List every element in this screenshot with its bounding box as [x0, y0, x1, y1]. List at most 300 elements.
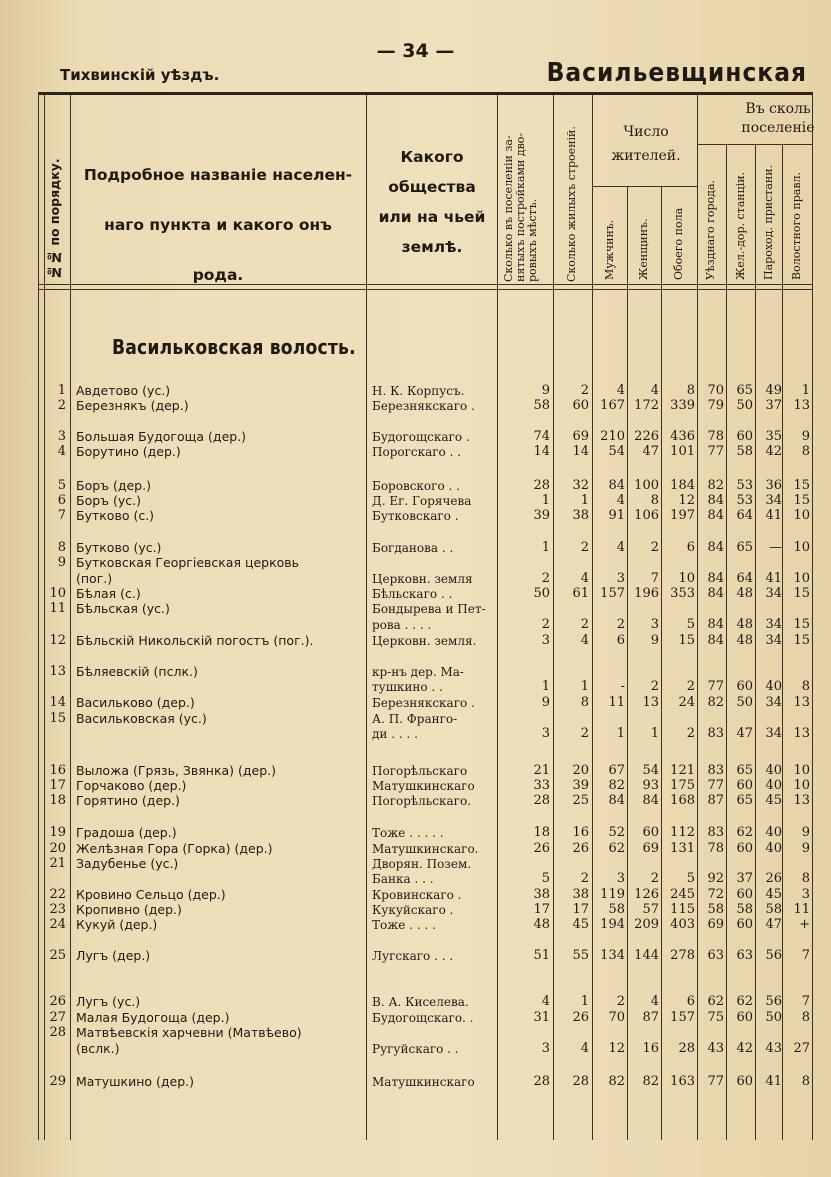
male-value: 6 [616, 633, 625, 648]
uezd-town-distance: 84 [707, 633, 724, 648]
yards-value: 28 [533, 793, 550, 808]
pier-distance: 41 [765, 571, 782, 586]
uezd-town-distance: 43 [707, 1041, 724, 1056]
row-number: 11 [49, 601, 66, 616]
col-divider [497, 94, 498, 1140]
both-value: 353 [670, 586, 695, 601]
male-value: 210 [600, 429, 625, 444]
society-owner: Бутковскаго . [372, 509, 459, 523]
yards-value: 21 [533, 763, 550, 778]
uezd-town-distance: 77 [707, 679, 724, 694]
both-value: 245 [670, 887, 695, 902]
railway-distance: 60 [736, 429, 753, 444]
yards-value: 51 [533, 948, 550, 963]
buildings-value: 60 [572, 398, 589, 413]
uezd-town-distance: 82 [707, 478, 724, 493]
row-number: 18 [49, 793, 66, 808]
row-number: 3 [57, 429, 66, 444]
row-number: 2 [57, 398, 66, 413]
row-number: 26 [49, 994, 66, 1009]
volost-board-distance: 8 [801, 679, 810, 694]
both-value: 28 [678, 1041, 695, 1056]
buildings-value: 17 [572, 902, 589, 917]
table-row [0, 430, 831, 444]
railway-distance: 58 [736, 902, 753, 917]
settlement-name: Васильково (дер.) [76, 695, 195, 710]
table-border-right [812, 94, 813, 1140]
volost-board-distance: 7 [801, 948, 810, 963]
male-value: 119 [600, 887, 625, 902]
railway-distance: 50 [736, 695, 753, 710]
society-owner: Лугскаго . . . [372, 949, 454, 963]
row-number: 5 [57, 478, 66, 493]
society-owner: Кровинскаго . [372, 888, 462, 902]
col-header-yards: Сколько въ поселенiи за-нятыхъ постройками дво-ровыхъ мѣстъ. [502, 132, 539, 282]
pier-distance: 43 [765, 1041, 782, 1056]
railway-distance: 64 [736, 571, 753, 586]
pier-distance: 35 [765, 429, 782, 444]
society-owner: рова . . . . [372, 618, 432, 632]
buildings-value: 25 [572, 793, 589, 808]
yards-value: 58 [533, 398, 550, 413]
yards-value: 1 [541, 493, 550, 508]
both-value: 5 [686, 871, 695, 886]
uezd-town-distance: 78 [707, 841, 724, 856]
volost-board-distance: 8 [801, 1074, 810, 1089]
female-value: 196 [634, 586, 659, 601]
society-owner: Банка . . . [372, 872, 434, 886]
male-value: 91 [608, 508, 625, 523]
society-owner: Березнякскаго . [372, 399, 475, 413]
table-row [0, 779, 831, 793]
both-value: 197 [670, 508, 695, 523]
pier-distance: 34 [765, 695, 782, 710]
uezd-town-distance: 78 [707, 429, 724, 444]
society-owner: В. А. Киселева. [372, 995, 469, 1009]
col-header-pier: Пароход. пристани. [762, 164, 775, 280]
pier-distance: 45 [765, 887, 782, 902]
settlement-name: Бутково (ус.) [76, 540, 162, 555]
volost-board-distance: 9 [801, 825, 810, 840]
uezd-town-distance: 79 [707, 398, 724, 413]
table-row [0, 764, 831, 778]
buildings-value: 1 [580, 679, 589, 694]
table-row [0, 857, 831, 871]
both-value: 12 [678, 493, 695, 508]
uezd-town-distance: 70 [707, 383, 724, 398]
col-header-volost-board: Волостного правл. [790, 171, 803, 280]
yards-value: 4 [541, 994, 550, 1009]
yards-value: 17 [533, 902, 550, 917]
uezd-town-distance: 63 [707, 948, 724, 963]
table-row [0, 1011, 831, 1025]
table-row [0, 888, 831, 902]
section-title: Васильковская волость. [112, 335, 356, 359]
buildings-value: 26 [572, 841, 589, 856]
table-row [0, 384, 831, 398]
buildings-value: 55 [572, 948, 589, 963]
settlement-name: Большая Будогоща (дер.) [76, 429, 247, 444]
volost-board-distance: 15 [793, 478, 810, 493]
uezd-town-distance: 84 [707, 493, 724, 508]
table-row [0, 872, 831, 886]
railway-distance: 65 [736, 540, 753, 555]
female-value: 4 [650, 994, 659, 1009]
yards-value: 9 [541, 383, 550, 398]
volost-board-distance: 1 [801, 383, 810, 398]
pier-distance: 58 [765, 902, 782, 917]
railway-distance: 60 [736, 917, 753, 932]
uezd-town-distance: 84 [707, 617, 724, 632]
row-number: 23 [49, 902, 66, 917]
settlement-name: Лугъ (ус.) [76, 994, 141, 1009]
row-number: 13 [49, 664, 66, 679]
buildings-value: 4 [580, 633, 589, 648]
female-value: 13 [642, 695, 659, 710]
male-value: 194 [600, 917, 625, 932]
male-value: 2 [616, 994, 625, 1009]
pier-distance: 41 [765, 1074, 782, 1089]
table-row [0, 509, 831, 523]
yards-value: 1 [541, 540, 550, 555]
yards-value: 50 [533, 586, 550, 601]
volost-board-distance: 10 [793, 571, 810, 586]
row-number: 14 [49, 695, 66, 710]
buildings-value: 14 [572, 444, 589, 459]
volost-board-distance: 15 [793, 617, 810, 632]
uezd-town-distance: 83 [707, 726, 724, 741]
female-value: 100 [634, 478, 659, 493]
uezd-town-distance: 82 [707, 695, 724, 710]
society-owner: Бондырева и Пет- [372, 602, 486, 616]
railway-distance: 37 [736, 871, 753, 886]
table-row [0, 541, 831, 555]
row-number: 28 [49, 1025, 66, 1040]
female-value: 16 [642, 1041, 659, 1056]
buildings-value: 39 [572, 778, 589, 793]
row-number: 7 [57, 508, 66, 523]
male-value: 12 [608, 1041, 625, 1056]
railway-distance: 60 [736, 887, 753, 902]
both-value: 278 [670, 948, 695, 963]
both-value: 403 [670, 917, 695, 932]
yards-value: 3 [541, 1041, 550, 1056]
settlement-name: Боръ (ус.) [76, 493, 141, 508]
volost-board-distance: 13 [793, 695, 810, 710]
volost-board-distance: 13 [793, 726, 810, 741]
uezd-town-distance: 77 [707, 444, 724, 459]
table-row [0, 903, 831, 917]
settlement-name: Березнякъ (дер.) [76, 398, 189, 413]
col-header-society: Какого общества или на чьей землѣ. [378, 148, 486, 256]
female-value: 2 [650, 679, 659, 694]
row-number: 8 [57, 540, 66, 555]
society-owner: Дворян. Позем. [372, 857, 472, 871]
society-owner: Погорѣльскаго [372, 764, 468, 778]
yards-value: 5 [541, 871, 550, 886]
volost-board-distance: 10 [793, 763, 810, 778]
pier-distance: 49 [765, 383, 782, 398]
buildings-value: 2 [580, 617, 589, 632]
male-value: - [620, 679, 625, 694]
male-value: 54 [608, 444, 625, 459]
pier-distance: 26 [765, 871, 782, 886]
settlement-name: Бѣлая (с.) [76, 586, 141, 601]
society-owner: Церковн. земля [372, 572, 473, 586]
buildings-value: 28 [572, 1074, 589, 1089]
settlement-name: Выложа (Грязь, Звянка) (дер.) [76, 763, 277, 778]
row-number: 29 [49, 1074, 66, 1089]
yards-value: 1 [541, 679, 550, 694]
both-value: 6 [686, 994, 695, 1009]
settlement-name: Авдетово (ус.) [76, 383, 171, 398]
volost-board-distance: 9 [801, 841, 810, 856]
table-row [0, 399, 831, 413]
volost-board-distance: + [799, 917, 810, 932]
both-value: 157 [670, 1010, 695, 1025]
society-owner: Будогощскаго. . [372, 1011, 474, 1025]
table-row [0, 602, 831, 616]
uezd-town-distance: 69 [707, 917, 724, 932]
female-value: 126 [634, 887, 659, 902]
uezd-town-distance: 83 [707, 825, 724, 840]
society-owner: Матушкинскаго [372, 1075, 475, 1089]
both-value: 121 [670, 763, 695, 778]
settlement-name: Задубенье (ус.) [76, 856, 179, 871]
table-row [0, 1075, 831, 1089]
society-owner: Боровского . . [372, 479, 460, 493]
female-value: 2 [650, 540, 659, 555]
female-value: 54 [642, 763, 659, 778]
society-owner: Д. Ег. Горячева [372, 494, 472, 508]
society-owner: Тоже . . . . . [372, 826, 444, 840]
uezd-town-distance: 84 [707, 586, 724, 601]
col-header-both: Обоего пола [672, 207, 685, 280]
row-number: 21 [49, 856, 66, 871]
buildings-value: 61 [572, 586, 589, 601]
row-number: 24 [49, 917, 66, 932]
volost-board-distance: 9 [801, 429, 810, 444]
table-row [0, 696, 831, 710]
table-border-left-inner [44, 94, 45, 1140]
society-owner: Церковн. земля. [372, 634, 477, 648]
society-owner: Матушкинскаго. [372, 842, 479, 856]
table-row [0, 618, 831, 632]
railway-distance: 42 [736, 1041, 753, 1056]
female-value: 8 [650, 493, 659, 508]
both-value: 339 [670, 398, 695, 413]
buildings-value: 8 [580, 695, 589, 710]
table-row [0, 680, 831, 694]
female-value: 9 [650, 633, 659, 648]
female-value: 144 [634, 948, 659, 963]
male-value: 157 [600, 586, 625, 601]
society-owner: Н. К. Корпусъ. [372, 384, 465, 398]
pier-distance: 34 [765, 617, 782, 632]
settlement-name: (вслк.) [76, 1041, 120, 1056]
yards-value: 74 [533, 429, 550, 444]
railway-distance: 58 [736, 444, 753, 459]
yards-value: 14 [533, 444, 550, 459]
both-value: 115 [670, 902, 695, 917]
settlement-name: (пог.) [76, 571, 113, 586]
buildings-value: 69 [572, 429, 589, 444]
col-divider [592, 94, 593, 1140]
col-header-uezd-town: Уѣзднаго города. [704, 179, 717, 280]
railway-distance: 50 [736, 398, 753, 413]
volost-title: Васильевщинская [546, 58, 807, 88]
railway-distance: 48 [736, 617, 753, 632]
pier-distance: 40 [765, 679, 782, 694]
uezd-town-distance: 83 [707, 763, 724, 778]
uezd-town-distance: 72 [707, 887, 724, 902]
pier-distance: 56 [765, 948, 782, 963]
pier-distance: 45 [765, 793, 782, 808]
table-row [0, 1026, 831, 1040]
settlement-name: Кропивно (дер.) [76, 902, 182, 917]
railway-distance: 60 [736, 778, 753, 793]
female-value: 47 [642, 444, 659, 459]
pier-distance: 40 [765, 778, 782, 793]
male-value: 70 [608, 1010, 625, 1025]
society-owner: Погорѣльскаго. [372, 794, 471, 808]
table-row [0, 445, 831, 459]
settlement-name: Борутино (дер.) [76, 444, 181, 459]
railway-distance: 48 [736, 633, 753, 648]
settlement-name: Васильковская (ус.) [76, 711, 207, 726]
society-owner: кр-нъ дер. Ма- [372, 665, 464, 679]
male-value: 11 [608, 695, 625, 710]
row-number: 19 [49, 825, 66, 840]
yards-value: 2 [541, 617, 550, 632]
male-value: 58 [608, 902, 625, 917]
male-value: 84 [608, 793, 625, 808]
buildings-value: 2 [580, 726, 589, 741]
uezd-town-distance: 75 [707, 1010, 724, 1025]
buildings-value: 38 [572, 508, 589, 523]
volost-board-distance: 8 [801, 871, 810, 886]
table-row [0, 842, 831, 856]
buildings-value: 45 [572, 917, 589, 932]
row-number: 12 [49, 633, 66, 648]
male-value: 134 [600, 948, 625, 963]
uezd-town-distance: 77 [707, 1074, 724, 1089]
pier-distance: 37 [765, 398, 782, 413]
society-owner: Тоже . . . . [372, 918, 436, 932]
male-value: 4 [616, 540, 625, 555]
table-row [0, 556, 831, 570]
pier-distance: 40 [765, 825, 782, 840]
row-number: 1 [57, 383, 66, 398]
col-divider [70, 94, 71, 1140]
table-row [0, 918, 831, 932]
both-value: 15 [678, 633, 695, 648]
volost-board-distance: 8 [801, 444, 810, 459]
row-number: 27 [49, 1010, 66, 1025]
both-value: 24 [678, 695, 695, 710]
settlement-name: Матвѣевскiя харчевни (Матвѣево) [76, 1025, 302, 1040]
uezd-town-distance: 58 [707, 902, 724, 917]
buildings-value: 1 [580, 493, 589, 508]
railway-distance: 60 [736, 1074, 753, 1089]
settlement-name: Желѣзная Гора (Горка) (дер.) [76, 841, 273, 856]
pier-distance: 40 [765, 841, 782, 856]
pier-distance: — [769, 540, 782, 555]
pier-distance: 40 [765, 763, 782, 778]
society-owner: Кукуйскаго . [372, 903, 454, 917]
table-row [0, 995, 831, 1009]
col-header-residents: Число жителей. [611, 124, 681, 164]
yards-value: 26 [533, 841, 550, 856]
volost-board-distance: 15 [793, 633, 810, 648]
buildings-value: 32 [572, 478, 589, 493]
railway-distance: 60 [736, 1010, 753, 1025]
volost-board-distance: 7 [801, 994, 810, 1009]
buildings-value: 26 [572, 1010, 589, 1025]
railway-distance: 65 [736, 763, 753, 778]
both-value: 436 [670, 429, 695, 444]
col-header-railway: Жел.-дор. станцiи. [734, 171, 747, 280]
settlement-name: Градоша (дер.) [76, 825, 177, 840]
volost-board-distance: 10 [793, 778, 810, 793]
railway-distance: 62 [736, 994, 753, 1009]
both-value: 168 [670, 793, 695, 808]
both-value: 101 [670, 444, 695, 459]
yards-value: 31 [533, 1010, 550, 1025]
buildings-value: 38 [572, 887, 589, 902]
society-owner: Бѣльскаго . . [372, 587, 453, 601]
row-number: 20 [49, 841, 66, 856]
railway-distance: 47 [736, 726, 753, 741]
buildings-value: 1 [580, 994, 589, 1009]
col-divider [366, 94, 367, 1140]
settlement-name: Горятино (дер.) [76, 793, 180, 808]
yards-value: 48 [533, 917, 550, 932]
yards-value: 28 [533, 478, 550, 493]
table-row [0, 479, 831, 493]
settlement-name: Бѣляевскiй (пслк.) [76, 664, 198, 679]
row-number: 16 [49, 763, 66, 778]
society-owner: ди . . . . [372, 727, 418, 741]
female-value: 4 [650, 383, 659, 398]
buildings-value: 2 [580, 383, 589, 398]
settlement-name: Боръ (дер.) [76, 478, 151, 493]
female-value: 82 [642, 1074, 659, 1089]
male-value: 52 [608, 825, 625, 840]
row-number: 4 [57, 444, 66, 459]
railway-distance: 60 [736, 841, 753, 856]
yards-value: 28 [533, 1074, 550, 1089]
uezd-town-distance: 77 [707, 778, 724, 793]
row-number: 17 [49, 778, 66, 793]
pier-distance: 34 [765, 633, 782, 648]
yards-value: 9 [541, 695, 550, 710]
railway-distance: 48 [736, 586, 753, 601]
pier-distance: 34 [765, 586, 782, 601]
male-value: 3 [616, 571, 625, 586]
volost-board-distance: 3 [801, 887, 810, 902]
society-owner: А. П. Франго- [372, 712, 458, 726]
col-header-buildings: Сколько жилыхъ строенiй. [565, 126, 578, 282]
buildings-value: 16 [572, 825, 589, 840]
female-value: 209 [634, 917, 659, 932]
table-row [0, 727, 831, 741]
table-row [0, 826, 831, 840]
railway-distance: 65 [736, 793, 753, 808]
buildings-value: 2 [580, 871, 589, 886]
uezd-town-distance: 84 [707, 508, 724, 523]
male-value: 82 [608, 778, 625, 793]
